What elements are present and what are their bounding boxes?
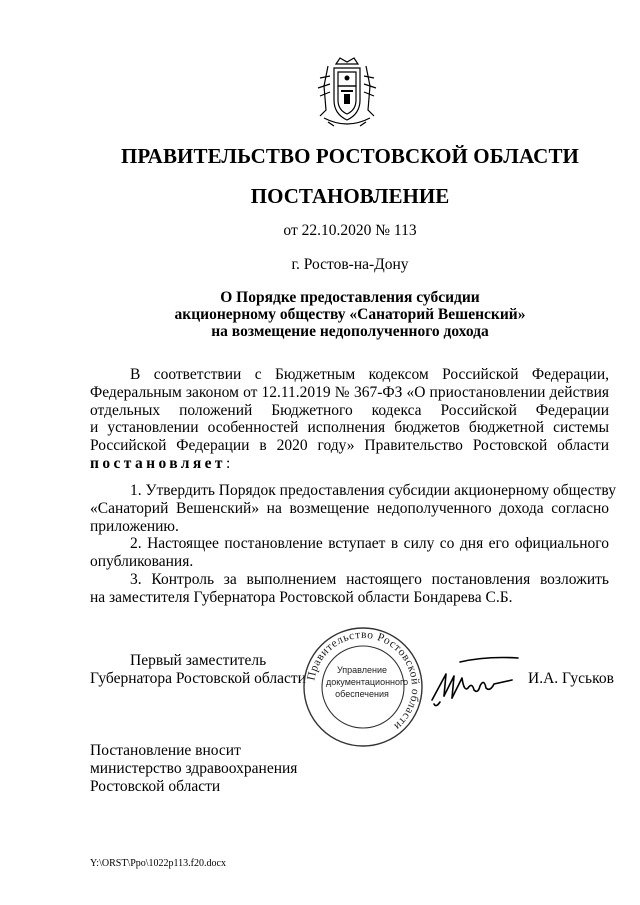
signatory-name: И.А. Гуськов	[528, 670, 614, 687]
preamble-line: отдельных положений Бюджетного кодекса Российской Федерации	[90, 401, 609, 419]
preamble-paragraph	[90, 366, 609, 473]
introduced-by-line: Ростовской области	[90, 778, 221, 795]
preamble-line: Российской Федерации в 2020 году» Правительство Ростовской области	[90, 437, 609, 455]
decree-colon: :	[225, 454, 231, 472]
document-subject	[0, 289, 640, 340]
subject-line: О Порядке предоставления субсидии	[220, 289, 480, 306]
introduced-by	[90, 742, 297, 796]
government-title: ПРАВИТЕЛЬСТВО РОСТОВСКОЙ ОБЛАСТИ	[121, 144, 579, 168]
item-line: «Санаторий Вешенский» на возмещение недополученного дохода согласно	[90, 499, 609, 517]
handwritten-signature	[424, 652, 524, 712]
stamp-inner-line: документационного	[326, 677, 409, 687]
item-line: 2. Настоящее постановление вступает в силу со дня его официального	[130, 535, 609, 553]
coat-of-arms-icon	[314, 56, 380, 130]
signatory-position	[90, 652, 306, 688]
preamble-line: и установлении особенностей исполнения бюджетов бюджетной системы	[90, 419, 609, 437]
signatory-position-line: Губернатора Ростовской области	[90, 670, 306, 687]
decree-items	[90, 482, 616, 607]
subject-line: акционерному обществу «Санаторий Вешенский»	[174, 306, 526, 323]
stamp-ring-text: Правительство Ростовской области	[305, 628, 422, 733]
stamp-inner-text	[326, 664, 409, 700]
preamble-decree-line	[90, 455, 609, 473]
file-path-footer: Y:\ORST\Ppo\1022p113.f20.docx	[90, 858, 226, 869]
stamp-inner-line: обеспечения	[335, 689, 389, 699]
introduced-by-line: Постановление вносит	[90, 742, 241, 759]
item-line: опубликования.	[90, 553, 194, 571]
item-line: приложению.	[90, 517, 179, 535]
preamble-line: В соответствии с Бюджетным кодексом Российской Федерации,	[130, 366, 609, 383]
introduced-by-line: министерство здравоохранения	[90, 760, 298, 777]
item-line: на заместителя Губернатора Ростовской области Бондарева С.Б.	[90, 588, 513, 606]
item-line: 3. Контроль за выполнением настоящего постановления возложить	[130, 570, 609, 588]
stamp-inner-line: Управление	[336, 665, 388, 675]
document-date-number: от 22.10.2020 № 113	[283, 222, 417, 239]
item-line: 1. Утвердить Порядок предоставления субсидии акционерному обществу	[130, 482, 616, 499]
document-type: ПОСТАНОВЛЕНИЕ	[250, 184, 450, 208]
decree-word: постановляет	[90, 454, 226, 472]
subject-line: на возмещение недополученного дохода	[211, 323, 489, 340]
preamble-line: Федеральным законом от 12.11.2019 № 367-ФЗ «О приостановлении действия	[90, 383, 609, 401]
document-place: г. Ростов-на-Дону	[291, 256, 409, 273]
signatory-position-line: Первый заместитель	[130, 652, 267, 669]
